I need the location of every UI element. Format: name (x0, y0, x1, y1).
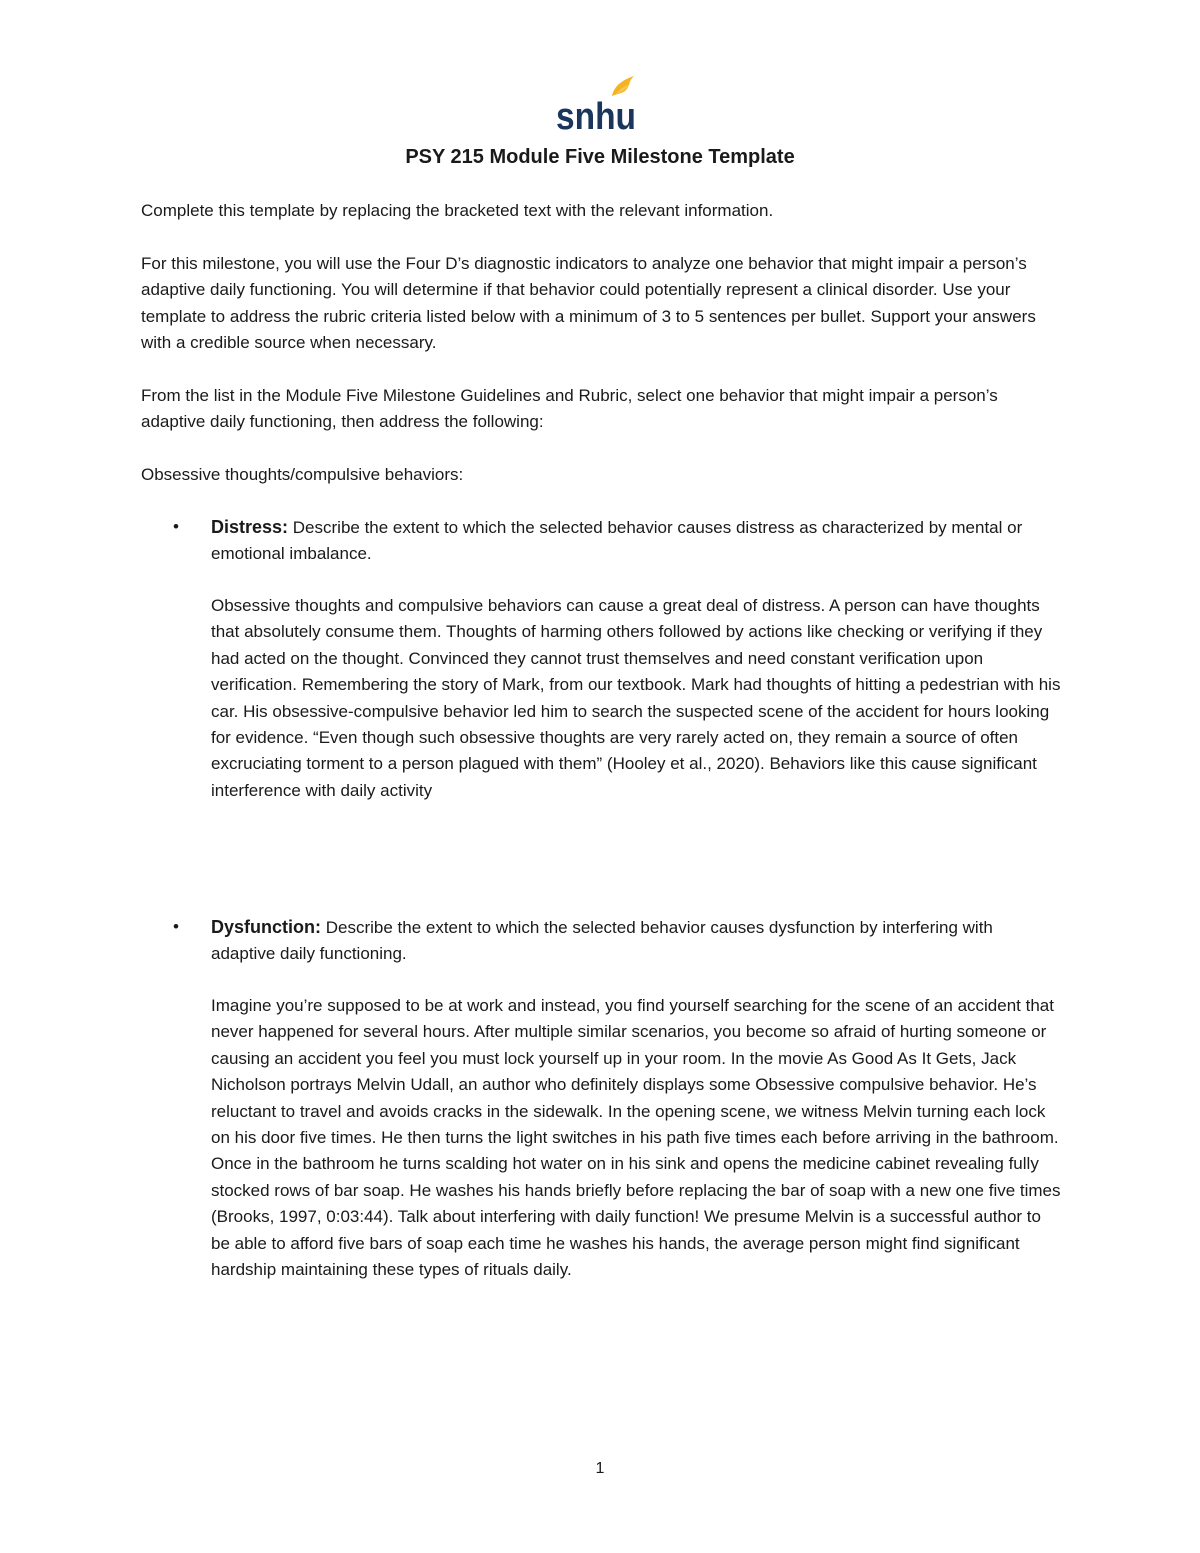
logo-wordmark: snhu (556, 96, 636, 132)
bullet-marker: • (173, 517, 179, 536)
flame-icon (612, 76, 634, 96)
bullet-distress (211, 514, 1061, 568)
bullet-prompt: Describe the extent to which the selected behavior causes distress as characterized by mental or emotional imbalance. (211, 518, 1023, 564)
instructions-paragraph: For this milestone, you will use the Four D’s diagnostic indicators to analyze one behavior that might impair a person’s adaptive daily functioning. You will determine if that behavior could potentially represent a clinical disorder. Use your template to address the rubric criteria listed below with a minimum of 3 to 5 sentences per bullet. Support your answers with a credible source when necessary. (141, 254, 1036, 353)
distress-answer: Obsessive thoughts and compulsive behaviors can cause a great deal of distress. A person can have thoughts that absolutely consume them. Thoughts of harming others followed by actions like checking or verifying if they had acted on the thought. Convinced they cannot trust themselves and need constant verification upon verification. Remembering the story of Mark, from our textbook. Mark had thoughts of hitting a pedestrian with his car. His obsessive-compulsive behavior led him to search the suspected scene of the accident for hours looking for evidence. “Even though such obsessive thoughts are very rarely acted on, they remain a source of often excruciating torment to a person plagued with them” (Hooley et al., 2020). Behaviors like this cause significant interference with daily activity (211, 596, 1061, 800)
bullet-prompt: Describe the extent to which the selected behavior causes dysfunction by interfering with adaptive daily functioning. (211, 918, 993, 964)
bullet-marker: • (173, 917, 179, 936)
intro-paragraph: Complete this template by replacing the bracketed text with the relevant information. (141, 201, 774, 220)
page-number: 1 (595, 1460, 605, 1477)
bullet-term: Dysfunction: (211, 917, 321, 937)
select-prompt-paragraph: From the list in the Module Five Milestone Guidelines and Rubric, select one behavior that might impair a person’s adaptive daily functioning, then address the following: (141, 386, 998, 432)
document-title: PSY 215 Module Five Milestone Template (405, 146, 795, 168)
bullet-dysfunction (211, 914, 1061, 968)
bullet-term: Distress: (211, 517, 289, 537)
snhu-logo (556, 74, 640, 132)
behavior-heading: Obsessive thoughts/compulsive behaviors: (141, 465, 464, 484)
dysfunction-answer: Imagine you’re supposed to be at work and instead, you find yourself searching for the scene of an accident that never happened for several hours. After multiple similar scenarios, you become so afraid of hurting someone or causing an accident you feel you must lock yourself up in your room. In the movie As Good As It Gets, Jack Nicholson portrays Melvin Udall, an author who definitely displays some Obsessive compulsive behavior. He’s reluctant to travel and avoids cracks in the sidewalk. In the opening scene, we witness Melvin turning each lock on his door five times. He then turns the light switches in his path five times each before arriving in the bathroom. Once in the bathroom he turns scalding hot water on in his sink and opens the medicine cabinet revealing fully stocked rows of bar soap. He washes his hands briefly before replacing the bar of soap with a new one five times (Brooks, 1997, 0:03:44). Talk about interfering with daily function! We presume Melvin is a successful author to be able to afford five bars of soap each time he washes his hands, the average person might find significant hardship maintaining these types of rituals daily. (211, 996, 1061, 1280)
